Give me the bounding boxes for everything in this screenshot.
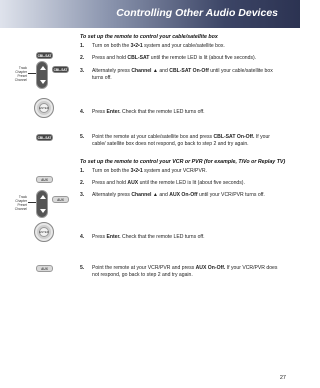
section-heading-cable-satellite: To set up the remote to control your cable/satellite box <box>80 34 218 40</box>
step-2-3: 3. Alternately press Channel ▲ and AUX On-Off until your VCR/PVR turns off. <box>80 192 265 198</box>
rocker-labels: Track Chapter Preset Channel <box>14 66 27 82</box>
enter-dial-illustration-2: ENTER <box>34 222 54 242</box>
step-2-4: 4. Press Enter. Check that the remote LED turns off. <box>80 234 205 240</box>
rocker-pointer-line <box>28 73 36 74</box>
step-2-2: 2. Press and hold AUX until the remote LED is lit (about five seconds). <box>80 180 245 186</box>
channel-up-arrow-icon <box>40 195 46 199</box>
rocker-pointer-line-2 <box>28 202 36 203</box>
cbl-sat-on-off-button-illustration-2: CBL-SAT <box>37 135 52 140</box>
channel-rocker-illustration-2 <box>36 190 48 218</box>
page-number: 27 <box>279 375 286 381</box>
aux-button-illustration: AUX <box>36 176 53 183</box>
enter-dial-illustration: ENTER <box>34 98 54 118</box>
page-title: Controlling Other Audio Devices <box>116 7 278 19</box>
channel-up-arrow-icon <box>40 66 46 70</box>
channel-rocker-illustration <box>36 61 48 89</box>
header-bar <box>0 0 300 28</box>
aux-on-off-button-illustration: AUX <box>52 196 69 203</box>
step-1-5: 5. Point the remote at your cable/satellite box and press CBL-SAT On-Off. If your cable/ satellite box does not respond, go back to step 2 and try again. <box>80 134 270 147</box>
step-1-1: 1. Turn on both the 3•2•1 system and your cable/satellite box. <box>80 43 225 49</box>
step-1-2: 2. Press and hold CBL-SAT until the remote LED is lit (about five seconds). <box>80 55 257 61</box>
step-2-5: 5. Point the remote at your VCR/PVR and press AUX On-Off. If your VCR/PVR does not respond, go back to step 2 and try again. <box>80 265 278 278</box>
channel-down-arrow-icon <box>40 209 46 213</box>
channel-down-arrow-icon <box>40 80 46 84</box>
step-1-4: 4. Press Enter. Check that the remote LED turns off. <box>80 109 205 115</box>
aux-on-off-button-illustration-2: AUX <box>36 265 53 272</box>
section-heading-vcr-pvr: To set up the remote to control your VCR or PVR (for example, TiVo or Replay TV) <box>80 159 286 165</box>
step-1-3: 3. Alternately press Channel ▲ and CBL-SAT On-Off until your cable/satellite box turns off. <box>80 68 273 81</box>
cbl-sat-button-illustration: CBL-SAT <box>37 53 52 58</box>
step-2-1: 1. Turn on both the 3•2•1 system and your VCR/PVR. <box>80 168 207 174</box>
cbl-sat-on-off-button-illustration: CBL-SAT <box>53 67 68 72</box>
rocker-labels-2: Track Chapter Preset Channel <box>14 195 27 211</box>
